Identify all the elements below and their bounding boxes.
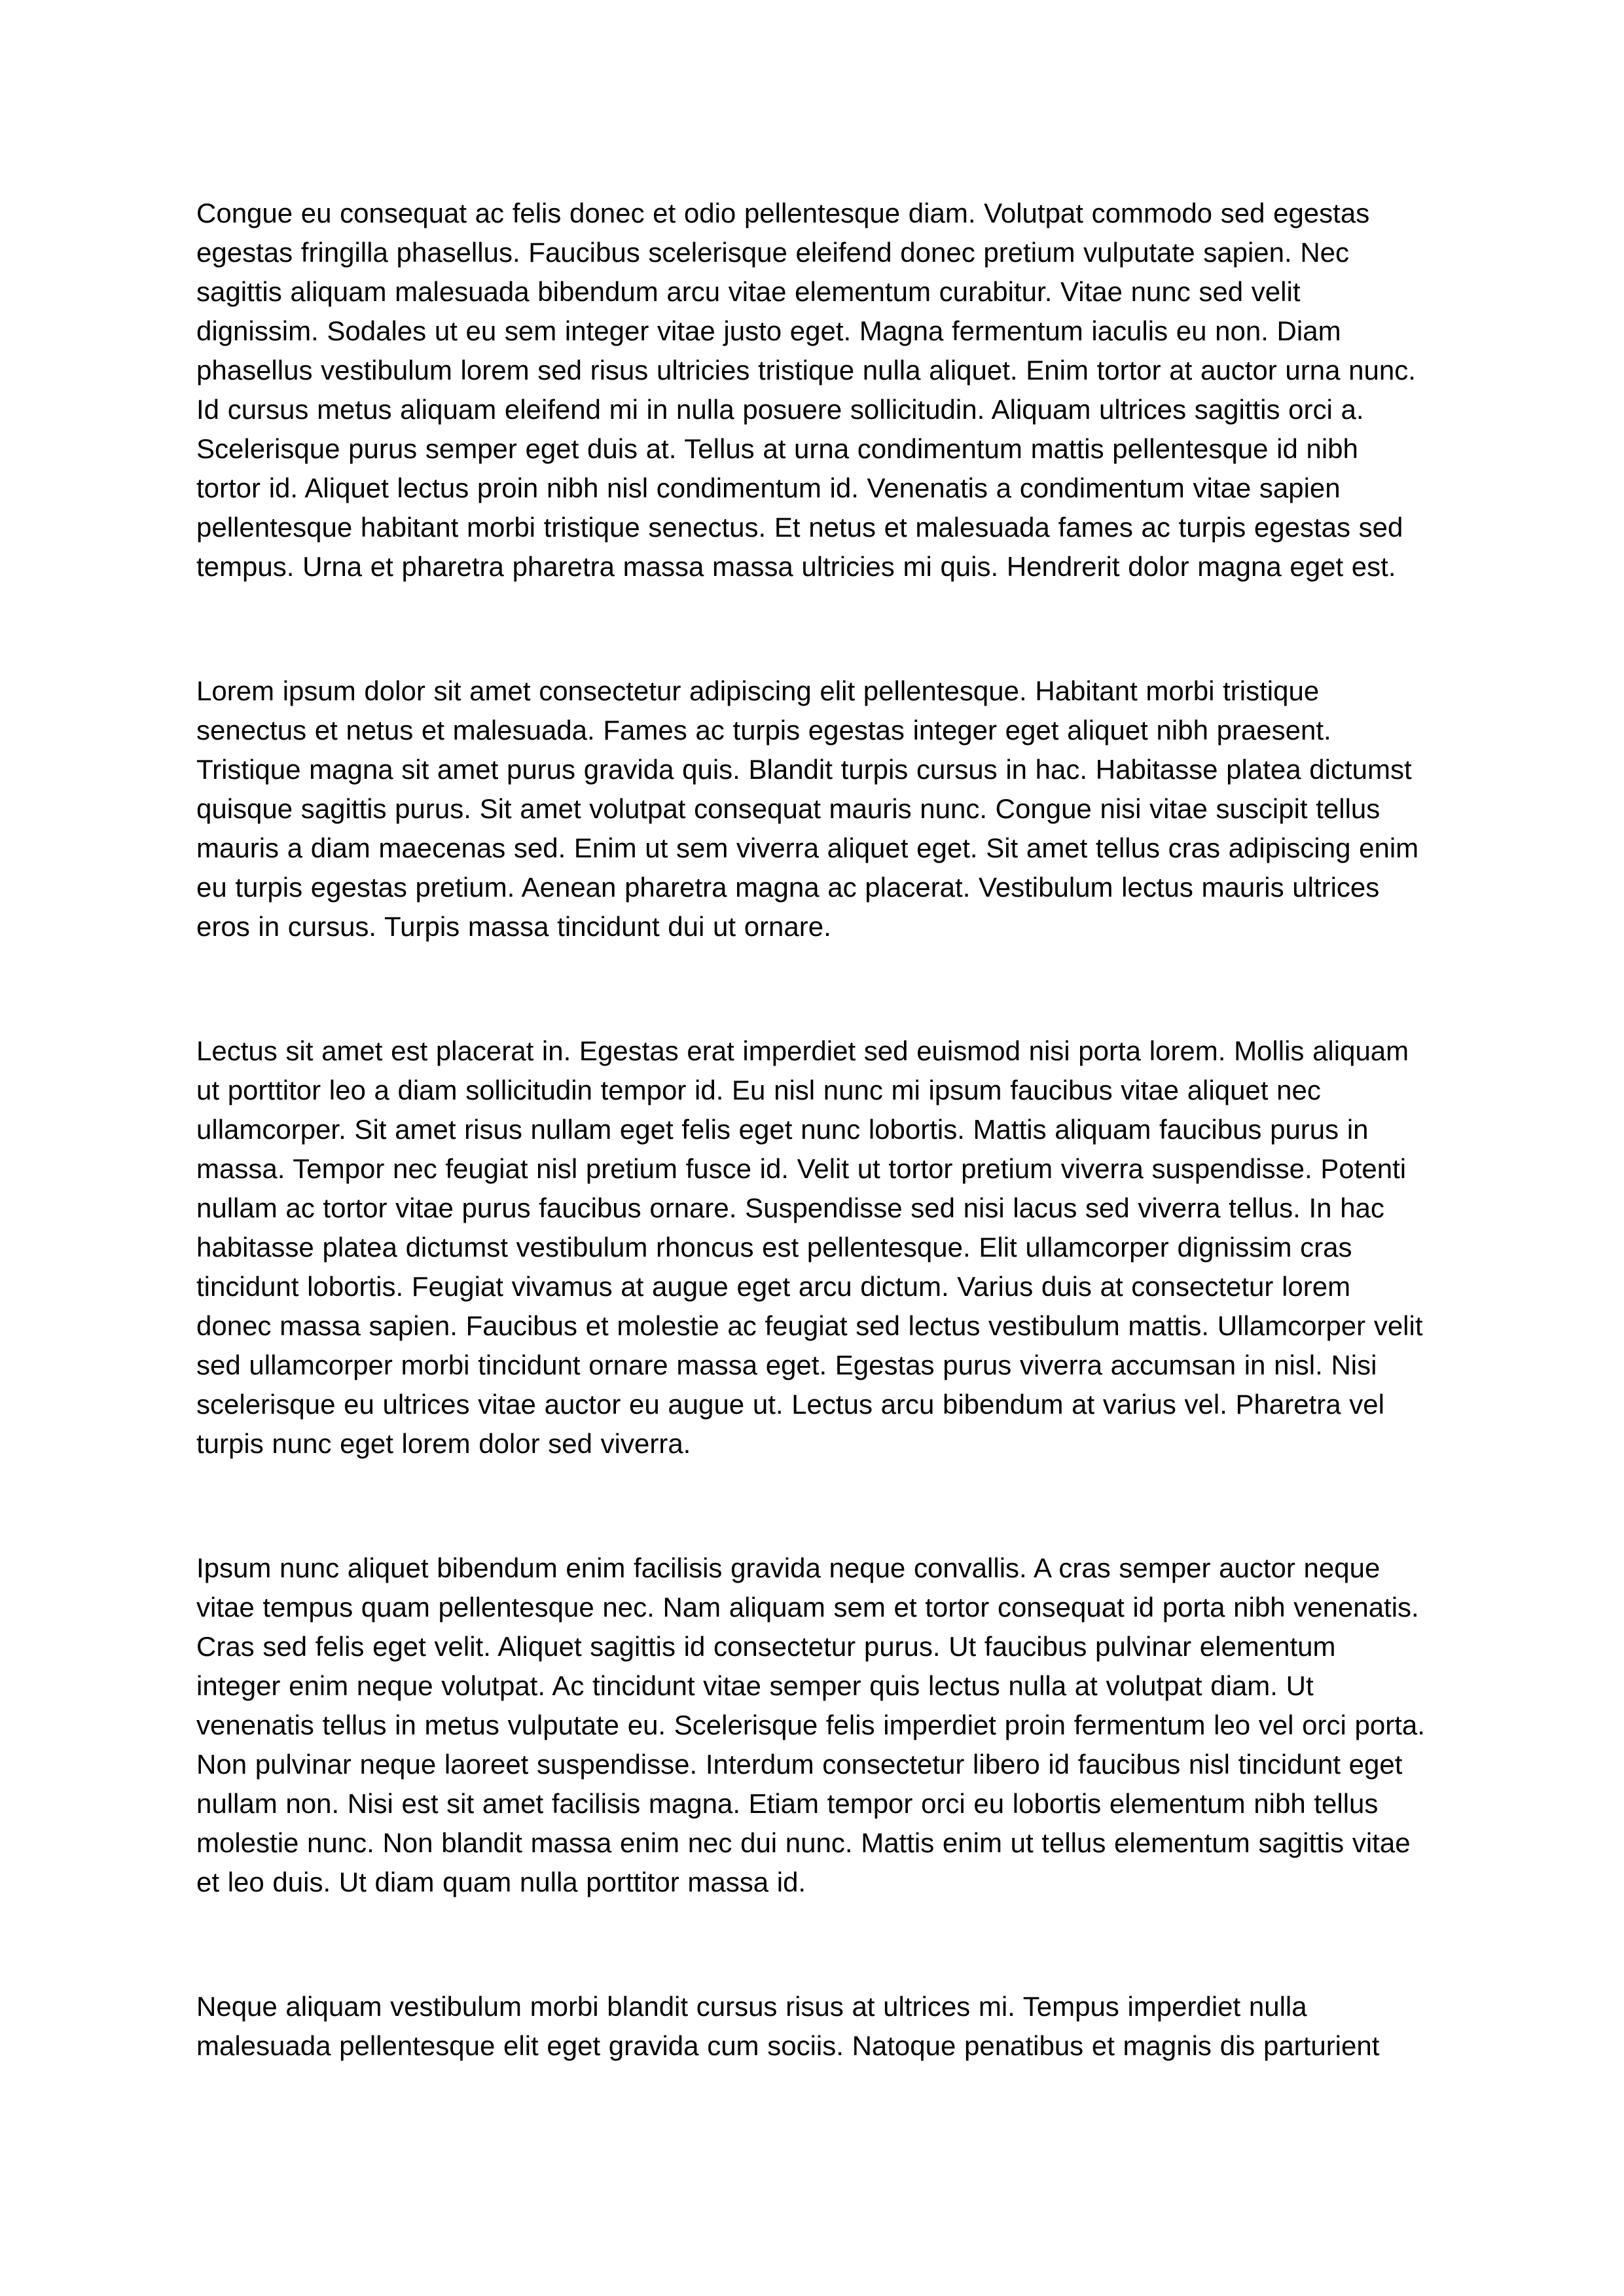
paragraph-4: Ipsum nunc aliquet bibendum enim facilisis gravida neque convallis. A cras semper auctor neque vitae tempus quam pellentesque nec. Nam aliquam sem et tortor consequat id porta nibh venenatis. Cras sed felis eget velit. Aliquet sagittis id consectetur purus. Ut faucibus pulvinar elementum integer enim neque volutpat. Ac tincidunt vitae semper quis lectus nulla at volutpat diam. Ut venenatis tellus in metus vulputate eu. Scelerisque felis imperdiet proin fermentum leo vel orci porta. Non pulvinar neque laoreet suspendisse. Interdum consectetur libero id faucibus nisl tincidunt eget nullam non. Nisi est sit amet facilisis magna. Etiam tempor orci eu lobortis elementum nibh tellus molestie nunc. Non blandit massa enim nec dui nunc. Mattis enim ut tellus elementum sagittis vitae et leo duis. Ut diam quam nulla porttitor massa id. xyxy=(196,1552,1425,1897)
paragraph-5: Neque aliquam vestibulum morbi blandit cursus risus at ultrices mi. Tempus imperdiet nulla malesuada pellentesque elit eget gravida cum sociis. Natoque penatibus et magnis dis parturient xyxy=(196,1991,1380,2061)
paragraph-2: Lorem ipsum dolor sit amet consectetur adipiscing elit pellentesque. Habitant morbi tristique senectus et netus et malesuada. Fames ac turpis egestas integer eget aliquet nibh praesent. Tristique magna sit amet purus gravida quis. Blandit turpis cursus in hac. Habitasse platea dictumst quisque sagittis purus. Sit amet volutpat consequat mauris nunc. Congue nisi vitae suscipit tellus mauris a diam maecenas sed. Enim ut sem viverra aliquet eget. Sit amet tellus cras adipiscing enim eu turpis egestas pretium. Aenean pharetra magna ac placerat. Vestibulum lectus mauris ultrices eros in cursus. Turpis massa tincidunt dui ut ornare. xyxy=(196,675,1419,942)
paragraph-3: Lectus sit amet est placerat in. Egestas erat imperdiet sed euismod nisi porta lorem. Mollis aliquam ut porttitor leo a diam sollicitudin tempor id. Eu nisl nunc mi ipsum faucibus vitae aliquet nec ullamcorper. Sit amet risus nullam eget felis eget nunc lobortis. Mattis aliquam faucibus purus in massa. Tempor nec feugiat nisl pretium fusce id. Velit ut tortor pretium viverra suspendisse. Potenti nullam ac tortor vitae purus faucibus ornare. Suspendisse sed nisi lacus sed viverra tellus. In hac habitasse platea dictumst vestibulum rhoncus est pellentesque. Elit ullamcorper dignissim cras tincidunt lobortis. Feugiat vivamus at augue eget arcu dictum. Varius duis at consectetur lorem donec massa sapien. Faucibus et molestie ac feugiat sed lectus vestibulum mattis. Ullamcorper velit sed ullamcorper morbi tincidunt ornare massa eget. Egestas purus viverra accumsan in nisl. Nisi scelerisque eu ultrices vitae auctor eu augue ut. Lectus arcu bibendum at varius vel. Pharetra vel turpis nunc eget lorem dolor sed viverra. xyxy=(196,1035,1423,1459)
paragraph-1: Congue eu consequat ac felis donec et odio pellentesque diam. Volutpat commodo sed egestas egestas fringilla phasellus. Faucibus scelerisque eleifend donec pretium vulputate sapien. Nec sagittis aliquam malesuada bibendum arcu vitae elementum curabitur. Vitae nunc sed velit dignissim. Sodales ut eu sem integer vitae justo eget. Magna fermentum iaculis eu non. Diam phasellus vestibulum lorem sed risus ultricies tristique nulla aliquet. Enim tortor at auctor urna nunc. Id cursus metus aliquam eleifend mi in nulla posuere sollicitudin. Aliquam ultrices sagittis orci a. Scelerisque purus semper eget duis at. Tellus at urna condimentum mattis pellentesque id nibh tortor id. Aliquet lectus proin nibh nisl condimentum id. Venenatis a condimentum vitae sapien pellentesque habitant morbi tristique senectus. Et netus et malesuada fames ac turpis egestas sed tempus. Urna et pharetra pharetra massa massa ultricies mi quis. Hendrerit dolor magna eget est. xyxy=(196,198,1416,582)
